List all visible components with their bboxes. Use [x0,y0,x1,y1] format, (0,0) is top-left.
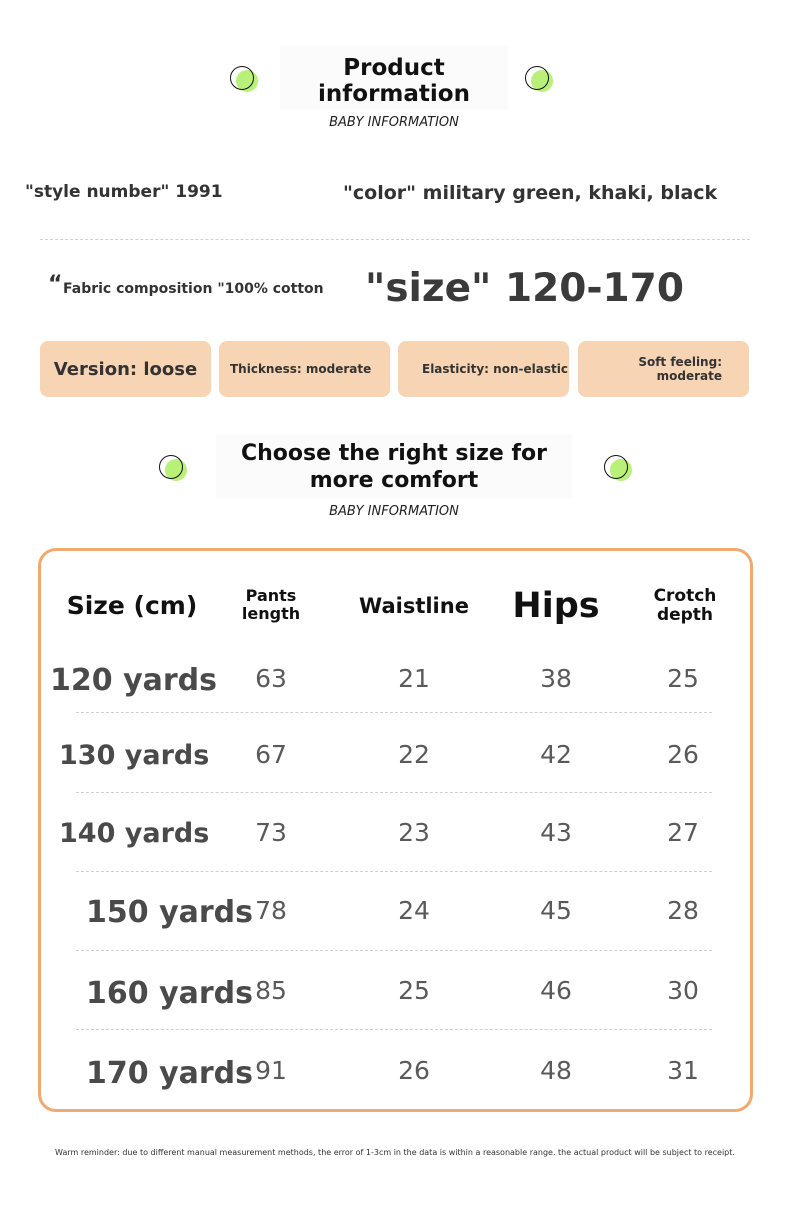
cell-crotch: 31 [667,1056,699,1085]
decorative-dot-icon [604,455,634,485]
cell-pants: 63 [255,664,287,693]
size-range: "size" 120-170 [365,266,684,311]
tag-soft-feeling [578,341,749,397]
header-waistline: Waistline [359,594,469,618]
cell-waist: 26 [398,1056,430,1085]
fabric-composition: Fabric composition "100% cotton [63,281,324,297]
cell-pants: 67 [255,740,287,769]
row-divider [76,871,712,872]
row-divider [76,950,712,951]
title-line: information [318,81,470,107]
cell-waist: 25 [398,976,430,1005]
row-size-label: 130 yards [59,740,210,771]
cell-hips: 42 [540,740,572,769]
row-size-label: 160 yards [86,976,253,1011]
size-guide-title [216,434,572,498]
cell-hips: 38 [540,664,572,693]
cell-hips: 43 [540,818,572,847]
title-line: more comfort [309,468,479,493]
style-number: "style number" 1991 [25,182,223,202]
cell-waist: 22 [398,740,430,769]
cell-pants: 85 [255,976,287,1005]
product-info-title [280,46,508,110]
row-divider [76,792,712,793]
row-size-label: 140 yards [59,818,210,849]
cell-hips: 46 [540,976,572,1005]
warm-reminder: Warm reminder: due to different manual measurement methods, the error of 1-3cm in the data is within a reasonable range. the actual product will be subject to receipt. [55,1148,735,1157]
row-divider [76,712,712,713]
header-crotch-depth [641,587,729,625]
section-subtitle: BABY INFORMATION [329,115,459,130]
header-pants-length [231,587,311,623]
header-text: Crotch [653,586,717,606]
header-text: Pants [245,586,297,605]
row-size-label: 150 yards [86,895,253,930]
cell-waist: 23 [398,818,430,847]
cell-pants: 91 [255,1056,287,1085]
quote-mark: “ [48,272,63,297]
cell-hips: 45 [540,896,572,925]
cell-crotch: 28 [667,896,699,925]
color-info: "color" military green, khaki, black [343,182,718,204]
cell-pants: 78 [255,896,287,925]
cell-crotch: 27 [667,818,699,847]
tag-version [40,341,211,397]
tag-label: Version: loose [53,358,198,380]
cell-crotch: 25 [667,664,699,693]
tag-label: Soft feeling: [638,355,722,369]
tag-label: moderate [656,369,722,383]
tag-thickness [219,341,390,397]
row-size-label: 170 yards [86,1056,253,1091]
tag-elasticity [398,341,569,397]
decorative-dot-icon [525,66,555,96]
row-divider [76,1029,712,1030]
cell-crotch: 26 [667,740,699,769]
header-size: Size (cm) [66,591,198,620]
tag-label: Thickness: moderate [230,362,372,376]
cell-waist: 24 [398,896,430,925]
row-size-label: 120 yards [50,663,217,698]
tag-label: Elasticity: non-elastic [422,362,568,376]
cell-hips: 48 [540,1056,572,1085]
cell-pants: 73 [255,818,287,847]
header-hips: Hips [512,586,600,626]
decorative-dot-icon [159,455,189,485]
title-line: Choose the right size for [240,441,547,466]
cell-crotch: 30 [667,976,699,1005]
cell-waist: 21 [398,664,430,693]
header-text: depth [656,605,714,625]
divider [40,239,750,240]
decorative-dot-icon [230,66,260,96]
header-text: length [241,604,301,623]
title-line: Product [343,55,445,81]
section-subtitle: BABY INFORMATION [329,504,459,519]
